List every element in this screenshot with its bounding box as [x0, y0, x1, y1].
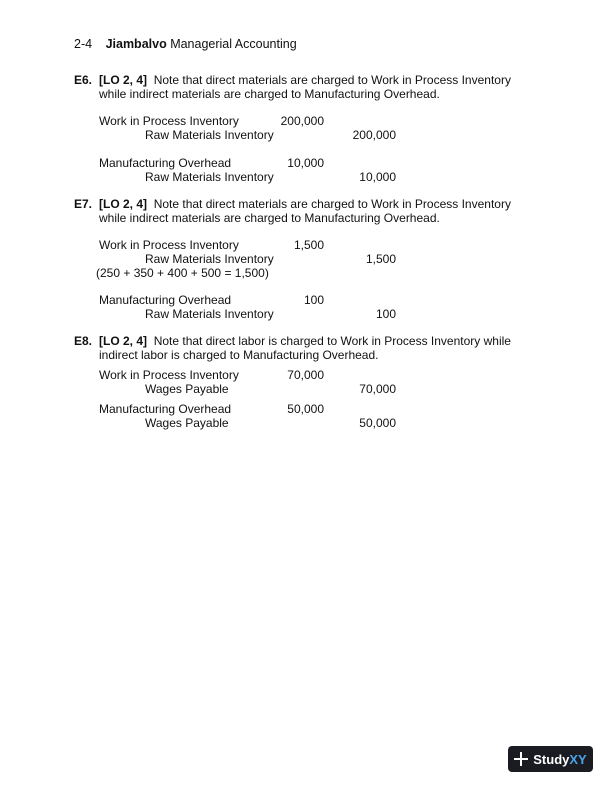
debit-amount: 100 — [303, 293, 324, 307]
credit-amount: 100 — [375, 307, 396, 321]
exercise-number-e6: E6. — [74, 73, 93, 87]
debit-account: Manufacturing Overhead — [99, 402, 232, 416]
lo-tag: [LO 2, 4] — [99, 73, 148, 87]
exercise-description: Note that direct labor is charged to Work in Process Inventory while indirect labor is charged to Manufacturing Overhead. — [99, 334, 511, 362]
studyxy-badge[interactable] — [508, 746, 593, 772]
exercise-text-e7 — [99, 197, 529, 225]
author-name: Jiambalvo — [105, 37, 167, 51]
debit-amount: 1,500 — [293, 238, 324, 252]
exercise-text-e8 — [99, 334, 529, 362]
debit-amount: 200,000 — [280, 114, 324, 128]
credit-amount: 10,000 — [359, 170, 396, 184]
brand-main: Study — [533, 751, 570, 767]
debit-account: Work in Process Inventory — [99, 238, 239, 252]
exercise-text-e6 — [99, 73, 529, 101]
lo-tag: [LO 2, 4] — [99, 334, 148, 348]
debit-account: Work in Process Inventory — [99, 368, 239, 382]
credit-account: Raw Materials Inventory — [145, 252, 274, 266]
debit-account: Manufacturing Overhead — [99, 156, 232, 170]
debit-account: Manufacturing Overhead — [99, 293, 232, 307]
page-header — [74, 37, 297, 51]
credit-amount: 50,000 — [359, 416, 396, 430]
plus-icon — [514, 752, 528, 766]
debit-amount: 50,000 — [287, 402, 324, 416]
exercise-description: Note that direct materials are charged to Work in Process Inventory while indirect materials are charged to Manufacturing Overhead. — [99, 73, 511, 101]
credit-amount: 200,000 — [352, 128, 396, 142]
exercise-description: Note that direct materials are charged to Work in Process Inventory while indirect materials are charged to Manufacturing Overhead. — [99, 197, 511, 225]
credit-account: Raw Materials Inventory — [145, 307, 274, 321]
credit-account: Raw Materials Inventory — [145, 170, 274, 184]
debit-amount: 70,000 — [287, 368, 324, 382]
book-title: Managerial Accounting — [170, 37, 297, 51]
credit-amount: 70,000 — [359, 382, 396, 396]
credit-amount: 1,500 — [365, 252, 396, 266]
brand-text — [533, 752, 586, 767]
exercise-number-e8: E8. — [74, 334, 93, 348]
credit-account: Wages Payable — [145, 382, 229, 396]
credit-account: Wages Payable — [145, 416, 229, 430]
page-number: 2-4 — [74, 37, 93, 51]
lo-tag: [LO 2, 4] — [99, 197, 148, 211]
debit-amount: 10,000 — [287, 156, 324, 170]
credit-account: Raw Materials Inventory — [145, 128, 274, 142]
exercise-number-e7: E7. — [74, 197, 93, 211]
brand-accent: XY — [569, 751, 587, 767]
debit-account: Work in Process Inventory — [99, 114, 239, 128]
calculation-note: (250 + 350 + 400 + 500 = 1,500) — [96, 266, 269, 280]
